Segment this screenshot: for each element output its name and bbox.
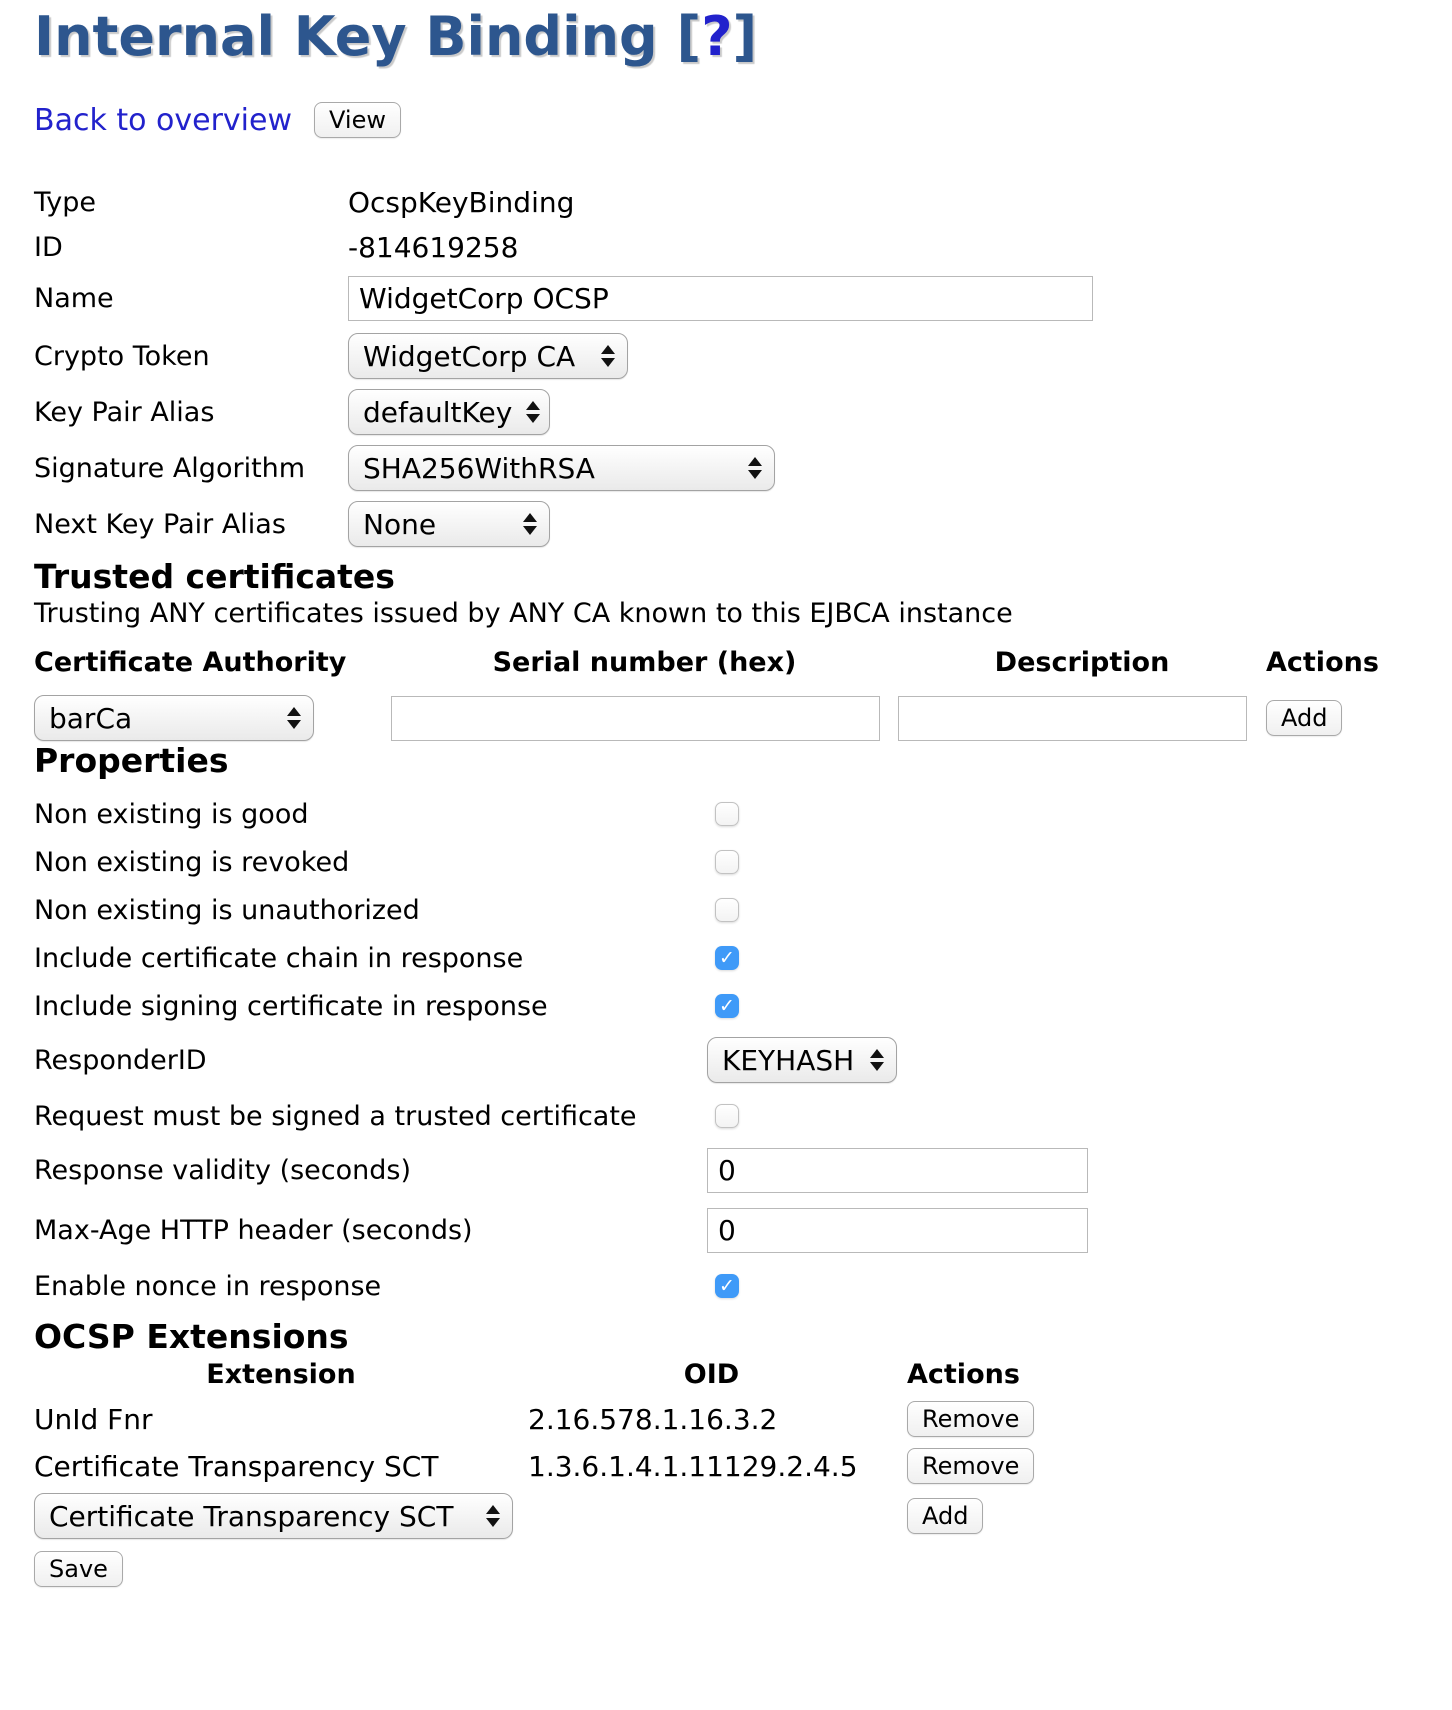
type-row	[34, 186, 1422, 219]
select-arrows-icon	[526, 401, 540, 423]
description-input[interactable]	[898, 696, 1247, 741]
signature-algorithm-row	[34, 445, 1422, 491]
type-value: OcspKeyBinding	[348, 186, 575, 219]
non-existing-revoked-label: Non existing is revoked	[34, 846, 350, 878]
extension-name: UnId Fnr	[34, 1402, 153, 1436]
non-existing-unauthorized-label: Non existing is unauthorized	[34, 894, 420, 926]
col-description: Description	[994, 646, 1170, 678]
type-label: Type	[34, 187, 97, 218]
responder-id-selected: KEYHASH	[722, 1043, 855, 1077]
properties-heading: Properties	[34, 741, 229, 780]
max-age-label: Max-Age HTTP header (seconds)	[34, 1214, 473, 1246]
request-signed-row	[34, 1099, 1422, 1133]
ocsp-extensions-heading: OCSP Extensions	[34, 1317, 349, 1356]
max-age-row	[34, 1207, 1422, 1253]
response-validity-input[interactable]	[707, 1148, 1088, 1193]
include-signing-label: Include signing certificate in response	[34, 990, 548, 1022]
signature-algorithm-selected: SHA256WithRSA	[363, 451, 595, 485]
col-actions: Actions	[1266, 646, 1379, 678]
key-pair-alias-label: Key Pair Alias	[34, 396, 215, 428]
view-button[interactable]: View	[314, 102, 401, 138]
trusted-certificates-description: Trusting ANY certificates issued by ANY CA known to this EJBCA instance	[34, 598, 1013, 629]
non-existing-good-row	[34, 797, 1422, 831]
next-key-pair-alias-selected: None	[363, 507, 437, 541]
non-existing-unauthorized-checkbox[interactable]	[715, 898, 739, 922]
include-chain-label: Include certificate chain in response	[34, 942, 524, 974]
include-chain-row	[34, 941, 1422, 975]
next-key-pair-alias-row	[34, 501, 1422, 547]
extension-name: Certificate Transparency SCT	[34, 1449, 439, 1483]
col-extension: Extension	[206, 1358, 356, 1390]
trusted-certificates-heading: Trusted certificates	[34, 557, 395, 596]
id-value: -814619258	[348, 231, 519, 264]
save-row	[34, 1551, 1422, 1587]
include-signing-checkbox[interactable]	[715, 994, 739, 1018]
responder-id-row	[34, 1037, 1422, 1083]
select-arrows-icon	[486, 1505, 500, 1527]
response-validity-label: Response validity (seconds)	[34, 1154, 411, 1186]
name-input[interactable]	[348, 276, 1093, 321]
signature-algorithm-select[interactable]	[348, 445, 775, 491]
help-bracket-open: [	[676, 5, 702, 68]
key-pair-alias-row	[34, 389, 1422, 435]
responder-id-label: ResponderID	[34, 1044, 207, 1076]
remove-extension-button[interactable]: Remove	[907, 1448, 1034, 1484]
col-serial-number: Serial number (hex)	[492, 646, 797, 678]
extension-oid: 1.3.6.1.4.1.11129.2.4.5	[528, 1449, 858, 1483]
non-existing-revoked-row	[34, 845, 1422, 879]
back-to-overview-link[interactable]: Back to overview	[34, 102, 293, 138]
trusted-certificates-add-row	[34, 695, 1422, 741]
ocsp-extension-add-row	[34, 1493, 1422, 1539]
remove-extension-button[interactable]: Remove	[907, 1401, 1034, 1437]
next-key-pair-alias-select[interactable]	[348, 501, 550, 547]
save-button[interactable]: Save	[34, 1551, 123, 1587]
enable-nonce-checkbox[interactable]	[715, 1274, 739, 1298]
non-existing-unauthorized-row	[34, 893, 1422, 927]
ocsp-extension-select[interactable]	[34, 1493, 513, 1539]
include-chain-checkbox[interactable]	[715, 946, 739, 970]
id-row	[34, 231, 1422, 264]
response-validity-row	[34, 1147, 1422, 1193]
properties-list	[34, 797, 1422, 1303]
trusted-certificate-add-button[interactable]: Add	[1266, 700, 1342, 736]
signature-algorithm-label: Signature Algorithm	[34, 452, 306, 484]
select-arrows-icon	[748, 457, 762, 479]
enable-nonce-row	[34, 1269, 1422, 1303]
page-title	[34, 6, 1422, 68]
next-key-pair-alias-label: Next Key Pair Alias	[34, 508, 286, 540]
id-label: ID	[34, 232, 63, 263]
ocsp-extension-row	[34, 1447, 1422, 1485]
max-age-input[interactable]	[707, 1208, 1088, 1253]
col-oid: OID	[683, 1358, 740, 1390]
crypto-token-label: Crypto Token	[34, 340, 210, 372]
key-pair-alias-select[interactable]	[348, 389, 550, 435]
non-existing-good-label: Non existing is good	[34, 798, 309, 830]
select-arrows-icon	[601, 345, 615, 367]
non-existing-revoked-checkbox[interactable]	[715, 850, 739, 874]
crypto-token-selected: WidgetCorp CA	[363, 339, 576, 373]
help-bracket-close: ]	[732, 5, 758, 68]
serial-number-input[interactable]	[391, 696, 880, 741]
enable-nonce-label: Enable nonce in response	[34, 1270, 382, 1302]
help-link[interactable]: ?	[701, 5, 733, 68]
certificate-authority-selected: barCa	[49, 701, 133, 735]
select-arrows-icon	[287, 707, 301, 729]
select-arrows-icon	[523, 513, 537, 535]
extension-oid: 2.16.578.1.16.3.2	[528, 1402, 778, 1436]
ocsp-extension-add-button[interactable]: Add	[907, 1498, 983, 1534]
crypto-token-row	[34, 333, 1422, 379]
trusted-certificates-table-header	[34, 645, 1422, 679]
crypto-token-select[interactable]	[348, 333, 628, 379]
name-row	[34, 276, 1422, 321]
col-actions: Actions	[907, 1358, 1020, 1390]
request-signed-checkbox[interactable]	[715, 1104, 739, 1128]
nav-row	[34, 102, 1422, 138]
ocsp-extension-row	[34, 1400, 1422, 1438]
non-existing-good-checkbox[interactable]	[715, 802, 739, 826]
responder-id-select[interactable]	[707, 1037, 897, 1083]
ocsp-extensions-table-header	[34, 1357, 1422, 1391]
page-title-text: Internal Key Binding	[34, 5, 658, 68]
select-arrows-icon	[870, 1049, 884, 1071]
certificate-authority-select[interactable]	[34, 695, 314, 741]
key-pair-alias-selected: defaultKey	[363, 395, 513, 429]
request-signed-label: Request must be signed a trusted certificate	[34, 1100, 637, 1132]
name-label: Name	[34, 283, 114, 314]
col-certificate-authority: Certificate Authority	[34, 646, 347, 678]
key-binding-summary	[34, 186, 1422, 547]
include-signing-row	[34, 989, 1422, 1023]
ocsp-extension-selected: Certificate Transparency SCT	[49, 1499, 454, 1533]
